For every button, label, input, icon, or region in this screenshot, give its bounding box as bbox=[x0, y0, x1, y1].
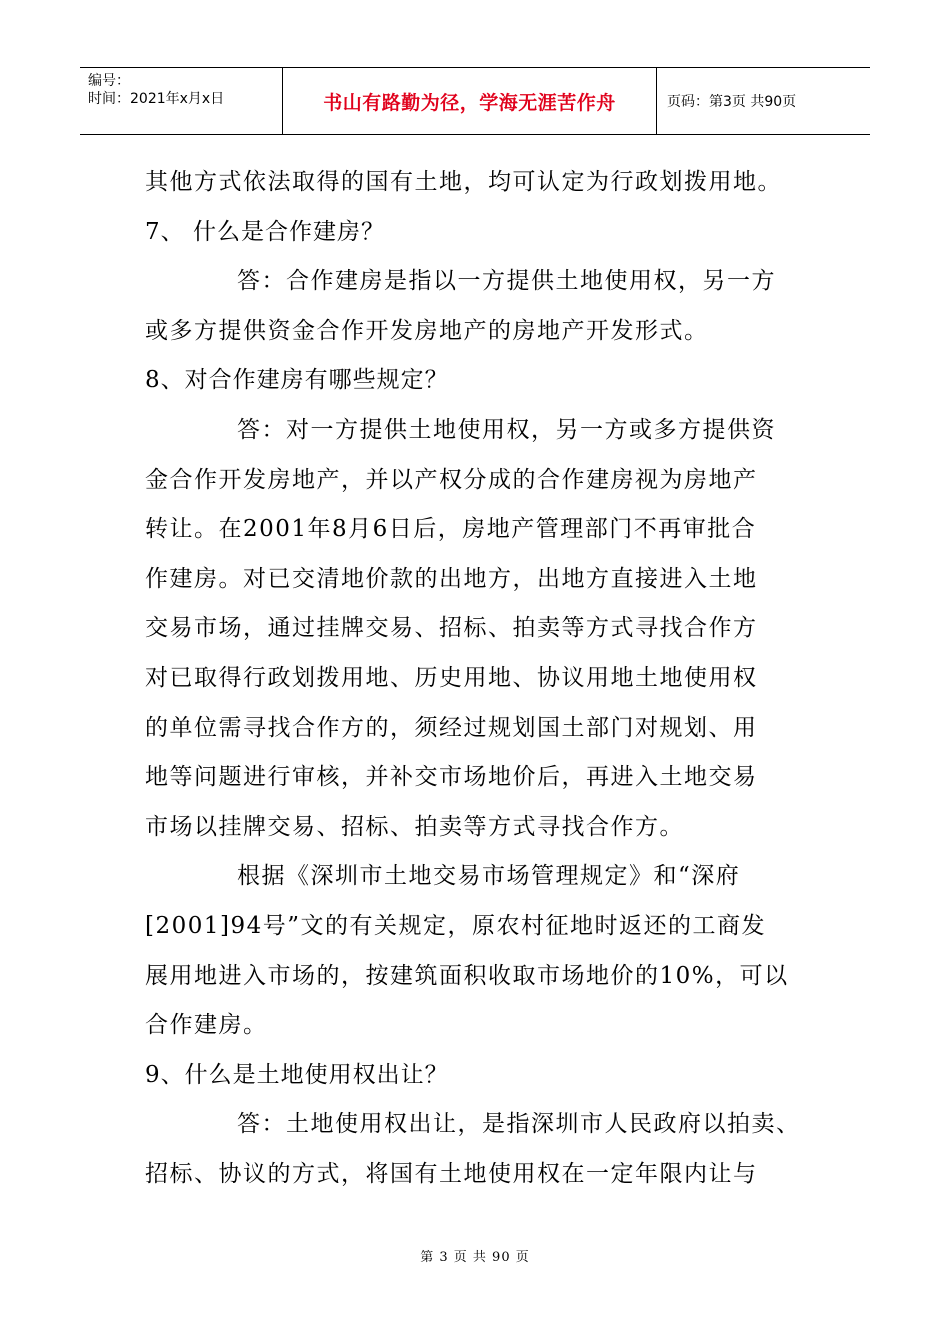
motto-text: 书山有路勤为径，学海无涯苦作舟 bbox=[323, 91, 616, 114]
question-heading: 9、什么是土地使用权出让？ bbox=[145, 1061, 449, 1088]
text-line: 合作建房。 bbox=[145, 1012, 268, 1039]
header-motto-cell bbox=[283, 68, 657, 134]
text-line: 对已取得行政划拨用地、历史用地、协议用地土地使用权 bbox=[145, 664, 758, 691]
question-heading: 8、对合作建房有哪些规定？ bbox=[145, 367, 449, 394]
answer-line: 答：土地使用权出让，是指深圳市人民政府以拍卖、 bbox=[237, 1111, 801, 1138]
text-line: 展用地进入市场的，按建筑面积收取市场地价的10%，可以 bbox=[145, 962, 789, 989]
text-line: 的单位需寻找合作方的，须经过规划国土部门对规划、用 bbox=[145, 714, 758, 741]
header-page-cell bbox=[657, 68, 870, 134]
page-footer: 第 3 页 共 90 页 bbox=[420, 1250, 530, 1265]
text-line: 作建房。对已交清地价款的出地方，出地方直接进入土地 bbox=[145, 565, 758, 592]
serial-number-label: 编号： bbox=[88, 73, 130, 89]
page-info: 页码：第3页 共90页 bbox=[667, 94, 797, 110]
text-line: [2001]94号”文的有关规定，原农村征地时返还的工商发 bbox=[145, 912, 767, 939]
paragraph-line: 根据《深圳市土地交易市场管理规定》和“深府 bbox=[237, 863, 741, 890]
answer-line: 答：合作建房是指以一方提供土地使用权，另一方 bbox=[237, 268, 776, 295]
text-line: 转让。在2001年8月6日后，房地产管理部门不再审批合 bbox=[145, 516, 757, 543]
document-body bbox=[145, 158, 835, 1199]
text-line: 其他方式依法取得的国有土地，均可认定为行政划拨用地。 bbox=[145, 169, 782, 195]
text-line: 市场以挂牌交易、招标、拍卖等方式寻找合作方。 bbox=[145, 813, 684, 840]
header-meta-cell bbox=[80, 68, 283, 134]
text-line: 招标、协议的方式，将国有土地使用权在一定年限内让与 bbox=[145, 1160, 758, 1187]
question-heading: 7、 什么是合作建房？ bbox=[145, 218, 385, 245]
text-line: 或多方提供资金合作开发房地产的房地产开发形式。 bbox=[145, 317, 709, 344]
text-line: 地等问题进行审核，并补交市场地价后，再进入土地交易 bbox=[145, 764, 758, 791]
text-line: 金合作开发房地产，并以产权分成的合作建房视为房地产 bbox=[145, 466, 758, 493]
document-header bbox=[80, 67, 870, 135]
time-label: 时间：2021年x月x日 bbox=[88, 91, 225, 107]
text-line: 交易市场，通过挂牌交易、招标、拍卖等方式寻找合作方 bbox=[145, 615, 758, 642]
answer-line: 答：对一方提供土地使用权，另一方或多方提供资 bbox=[237, 416, 776, 443]
